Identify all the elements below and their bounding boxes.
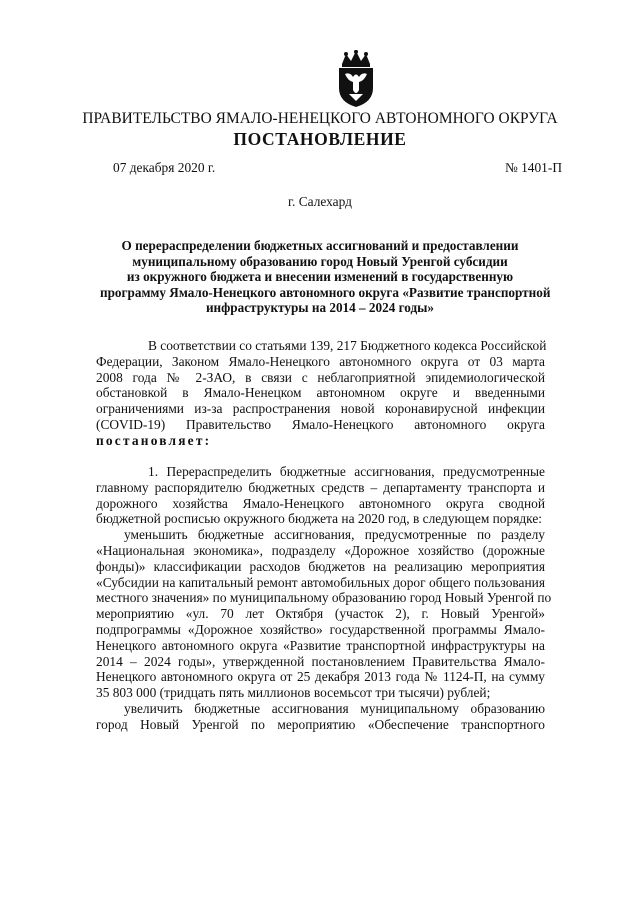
place-of-issue: г. Салехард (288, 194, 352, 209)
text-line: 2014 – 2024 годы», утвержденной постановлением Правительства Ямало- (96, 653, 545, 669)
text-line: Федерации, Законом Ямало-Ненецкого автономного округа от 03 марта (96, 353, 545, 369)
text-line: увеличить бюджетные ассигнования муниципальному образованию (124, 700, 545, 716)
text-line: уменьшить бюджетные ассигнования, предусмотренные по разделу (124, 527, 545, 543)
text-line: В соответствии со статьями 139, 217 Бюджетного кодекса Российской (148, 338, 547, 353)
subject-line: муниципальному образованию город Новый Уренгой субсидии (132, 253, 508, 269)
subject-line: программу Ямало-Ненецкого автономного округа «Развитие транспортной (100, 284, 551, 300)
coat-of-arms-icon (333, 50, 379, 108)
document-date: 07 декабря 2020 г. (113, 160, 216, 175)
text-line: главному распорядителю бюджетных средств – департаменту транспорта и (96, 479, 545, 495)
text-line: «Национальная экономика», подразделу «Дорожное хозяйство (дорожные (96, 542, 545, 558)
item-1-paragraph (96, 464, 552, 733)
subject-line: инфраструктуры на 2014 – 2024 годы» (205, 300, 435, 316)
text-line: подпрограммы «Дорожное хозяйство» государственной программы Ямало- (96, 621, 545, 637)
text-line: Ненецкого автономного округа от 25 декабря 2013 года № 1124-П, на сумму (96, 669, 545, 685)
subject-line: из окружного бюджета и внесении изменений в государственную (126, 269, 514, 285)
government-name: ПРАВИТЕЛЬСТВО ЯМАЛО-НЕНЕЦКОГО АВТОНОМНОГО ОКРУГА (82, 110, 558, 127)
document-type-title: ПОСТАНОВЛЕНИЕ (233, 129, 407, 149)
resolves-word: постановляет: (96, 432, 212, 448)
text-line: местного значения» по муниципальному образованию город Новый Уренгой по (96, 590, 552, 606)
text-line: 1. Перераспределить бюджетные ассигнования, предусмотренные (148, 464, 545, 479)
subject-line: О перераспределении бюджетных ассигнований и предоставлении (121, 238, 519, 253)
text-line: 2008 года № 2-ЗАО, в связи с неблагоприятной эпидемиологической (96, 369, 545, 385)
text-line: город Новый Уренгой по мероприятию «Обеспечение транспортного (96, 716, 545, 732)
document-number: № 1401-П (504, 160, 562, 175)
text-line: «Субсидии на капитальный ремонт автомобильных дорог общего пользования (96, 574, 545, 590)
preamble-paragraph (96, 338, 545, 449)
text-line: (COVID-19) Правительство Ямало-Ненецкого автономного округа (96, 416, 545, 432)
text-line: 35 803 000 (тридцать пять миллионов восемьсот три тысячи) рублей; (96, 685, 491, 701)
text-line: фонды)» классификации расходов бюджетов на реализацию мероприятия (96, 558, 545, 574)
document-subject (100, 238, 551, 316)
text-line: обстановкой в Ямало-Ненецком автономном округе и введенными (96, 385, 545, 401)
text-line: бюджетной росписью окружного бюджета на 2020 год, в следующем порядке: (96, 511, 543, 527)
text-line: ограничениями из-за распространения новой коронавирусной инфекции (96, 401, 545, 417)
text-line: Ненецкого автономного округа «Развитие транспортной инфраструктуры на (96, 637, 545, 653)
text-line (96, 433, 545, 449)
text-line: дорожного хозяйства Ямало-Ненецкого автономного округа сводной (96, 495, 545, 511)
text-line: мероприятию «ул. 70 лет Октября (участок 2), г. Новый Уренгой» (96, 606, 545, 622)
